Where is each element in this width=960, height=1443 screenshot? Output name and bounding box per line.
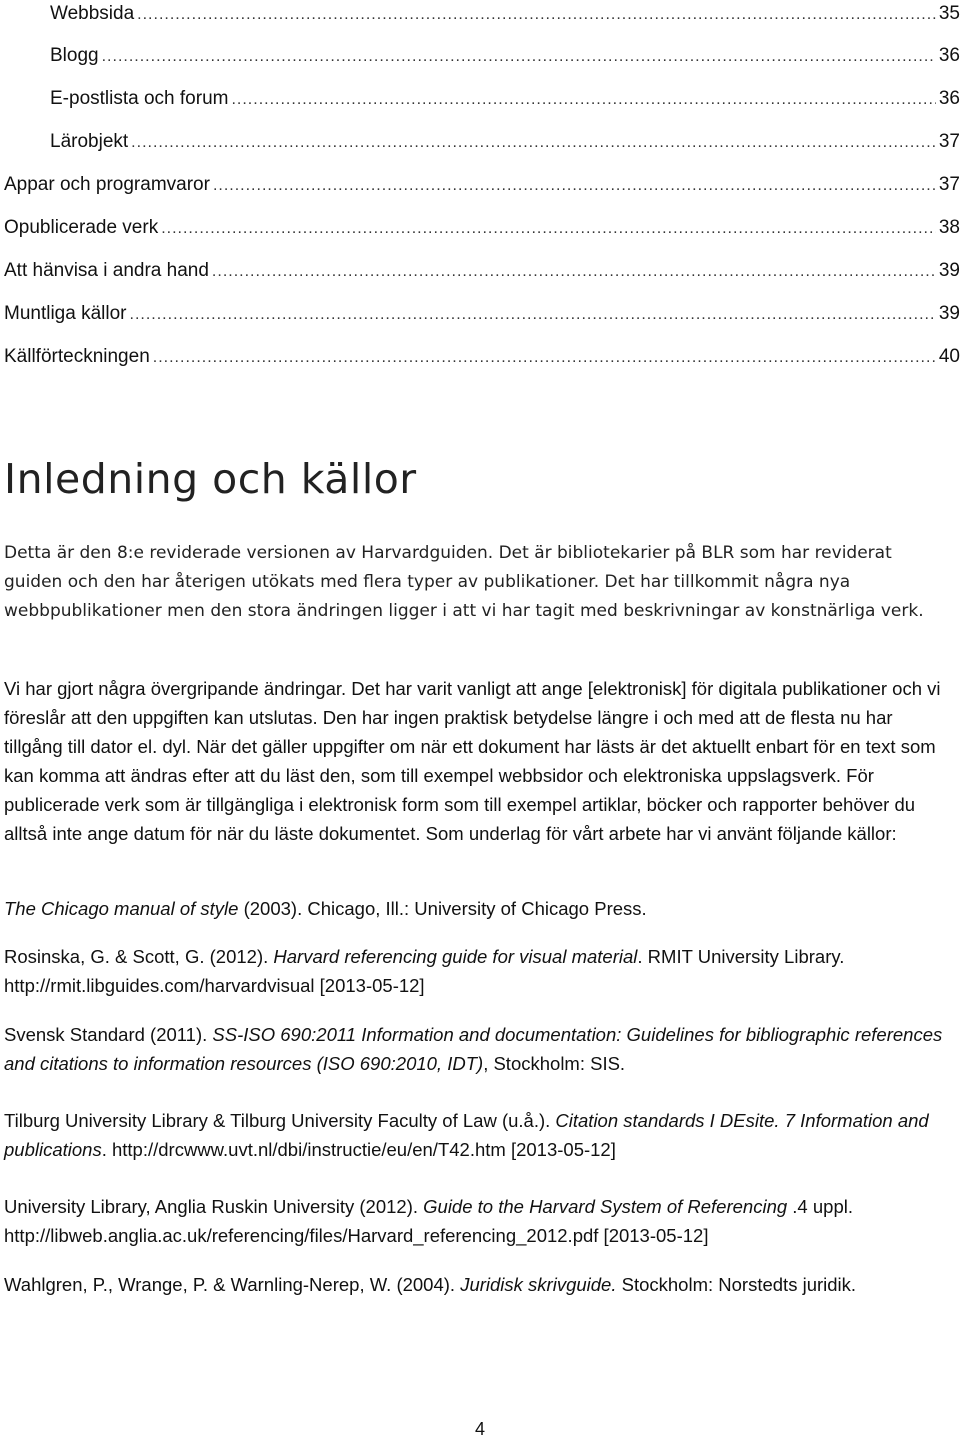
- toc-entry[interactable]: [4, 343, 960, 371]
- reference-authors: Wahlgren, P., Wrange, P. & Warnling-Nerep, W. (2004).: [4, 1274, 461, 1295]
- reference-title: Juridisk skrivguide.: [460, 1274, 617, 1295]
- toc-entry-title: Opublicerade verk: [4, 217, 159, 238]
- section-heading: Inledning och källor: [4, 455, 417, 503]
- reference-details: , Stockholm: SIS.: [483, 1053, 626, 1074]
- reference-entry: [4, 1270, 954, 1299]
- toc-entry[interactable]: [50, 42, 960, 70]
- toc-entry-page: 37: [938, 174, 960, 195]
- toc-entry-page: 36: [938, 45, 960, 66]
- toc-leader-dots: [131, 129, 936, 157]
- toc-entry[interactable]: [4, 300, 960, 328]
- toc-leader-dots: [102, 43, 936, 71]
- reference-authors: University Library, Anglia Ruskin University (2012).: [4, 1196, 424, 1217]
- reference-entry: [4, 1020, 954, 1078]
- toc-leader-dots: [231, 86, 935, 114]
- toc-entry[interactable]: [50, 85, 960, 113]
- toc-entry-title: Muntliga källor: [4, 303, 127, 324]
- reference-details: . http://drcwww.uvt.nl/dbi/instructie/eu/en/T42.htm [2013-05-12]: [101, 1139, 616, 1160]
- toc-entry-page: 36: [938, 88, 960, 109]
- reference-title: Citation standards I DEsite. 7 Information and publications: [4, 1110, 929, 1160]
- reference-title: The Chicago manual of style: [4, 898, 239, 919]
- reference-details: Stockholm: Norstedts juridik.: [616, 1274, 857, 1295]
- toc-entry-title: E-postlista och forum: [50, 88, 229, 109]
- reference-authors: Rosinska, G. & Scott, G. (2012).: [4, 946, 274, 967]
- toc-leader-dots: [212, 258, 936, 286]
- toc-entry-page: 38: [938, 217, 960, 238]
- toc-leader-dots: [130, 301, 936, 329]
- page-number: 4: [474, 1419, 485, 1439]
- toc-entry-page: 40: [938, 346, 960, 367]
- toc-entry-title: Blogg: [50, 45, 99, 66]
- toc-entry[interactable]: [4, 257, 960, 285]
- toc-entry[interactable]: [50, 0, 960, 28]
- reference-entry: [4, 894, 954, 923]
- reference-entry: [4, 1106, 954, 1164]
- toc-entry[interactable]: [4, 171, 960, 199]
- toc-entry-page: 39: [938, 303, 960, 324]
- reference-details: . RMIT University Library. http://rmit.libguides.com/harvardvisual [2013-05-12]: [4, 946, 845, 996]
- toc-entry-page: 35: [938, 3, 960, 24]
- reference-title: SS-ISO 690:2011 Information and documentation: Guidelines for bibliographic references and citations to information resources (ISO 690:2010, IDT): [4, 1024, 943, 1074]
- reference-authors: Tilburg University Library & Tilburg University Faculty of Law (u.å.).: [4, 1110, 556, 1131]
- reference-entry: [4, 942, 954, 1000]
- toc-entry-title: Att hänvisa i andra hand: [4, 260, 209, 281]
- toc-entry-page: 39: [938, 260, 960, 281]
- reference-details: .4 uppl. http://libweb.anglia.ac.uk/referencing/files/Harvard_referencing_2012.pdf [2013-05-12]: [4, 1196, 853, 1246]
- toc-entry-page: 37: [938, 131, 960, 152]
- toc-leader-dots: [213, 172, 936, 200]
- toc-entry-title: Källförteckningen: [4, 346, 150, 367]
- body-paragraph: Vi har gjort några övergripande ändringar. Det har varit vanligt att ange [elektronisk] för digitala publikationer och vi föreslår att den uppgiften kan utslutas. Den har ingen praktisk betydelse längre i och med att de flesta nu har tillgång till dator el. dyl. När det gäller uppgifter om när ett dokument har lästs är det aktuellt enbart för en text som kan komma att ändras efter att du läst den, som till exempel webbsidor och elektroniska uppslagsverk. För publicerade verk som är tillgängliga i elektronisk form som till exempel artiklar, böcker och rapporter behöver du alltså inte ange datum för när du läste dokumentet. Som underlag för vårt arbete har vi använt följande källor:: [4, 678, 941, 844]
- toc-leader-dots: [137, 1, 936, 29]
- toc-entry-title: Lärobjekt: [50, 131, 129, 152]
- reference-title: Guide to the Harvard System of Referencing: [423, 1196, 788, 1217]
- toc-entry[interactable]: [50, 128, 960, 156]
- toc-leader-dots: [161, 215, 936, 243]
- toc-entry-title: Webbsida: [50, 3, 135, 24]
- intro-paragraph: Detta är den 8:e reviderade versionen av Harvardguiden. Det är bibliotekarier på BLR som har reviderat guiden och den har återigen utökats med flera typer av publikationer. Det har tillkommit några nya webbpublikationer men den stora ändringen ligger i att vi har tagit med beskrivningar av konstnärliga verk.: [4, 543, 924, 621]
- reference-details: (2003). Chicago, Ill.: University of Chicago Press.: [238, 898, 647, 919]
- reference-title: Harvard referencing guide for visual material: [273, 946, 638, 967]
- toc-entry[interactable]: [4, 214, 960, 242]
- reference-authors: Svensk Standard (2011).: [4, 1024, 213, 1045]
- toc-entry-title: Appar och programvaror: [4, 174, 210, 195]
- reference-entry: [4, 1192, 954, 1250]
- toc-leader-dots: [153, 344, 936, 372]
